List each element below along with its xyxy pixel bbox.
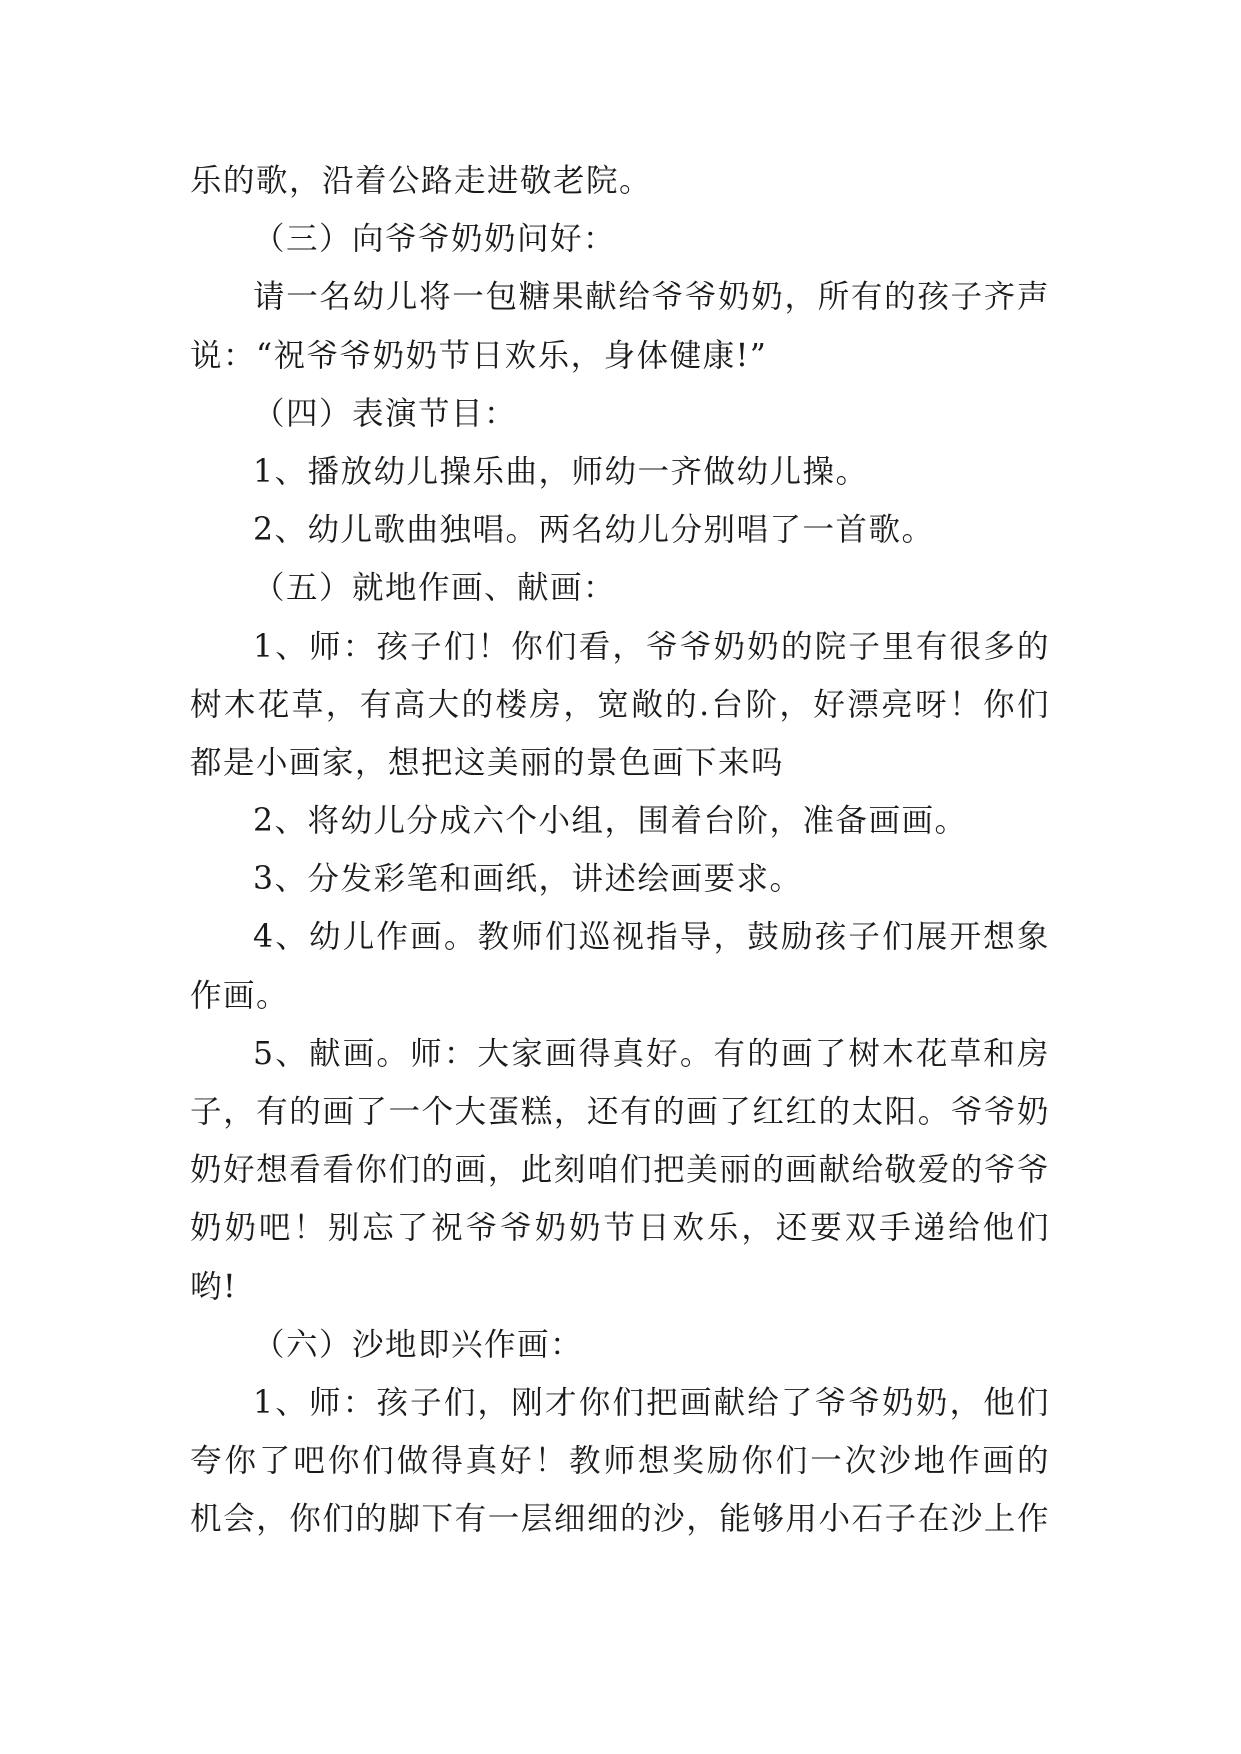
- document-body: [190, 152, 1050, 1549]
- paragraph-line: 作画。: [190, 977, 290, 1014]
- paragraph-line: 奶奶吧！别忘了祝爷爷奶奶节日欢乐，还要双手递给他们: [190, 1210, 1050, 1247]
- section-heading-4: （四）表演节目：: [253, 395, 518, 432]
- paragraph-line: 夸你了吧你们做得真好！教师想奖励你们一次沙地作画的: [190, 1443, 1050, 1480]
- paragraph-line: 都是小画家，想把这美丽的景色画下来吗: [190, 744, 785, 781]
- paragraph-line: 奶好想看看你们的画，此刻咱们把美丽的画献给敬爱的爷爷: [190, 1152, 1050, 1189]
- paragraph-line: 3、分发彩笔和画纸，讲述绘画要求。: [253, 861, 803, 898]
- section-heading-3: （三）向爷爷奶奶问好：: [253, 221, 617, 258]
- section-heading-5: （五）就地作画、献画：: [253, 570, 617, 607]
- paragraph-line: 1、师：孩子们！你们看，爷爷奶奶的院子里有很多的: [253, 628, 1050, 665]
- paragraph-line: 树木花草，有高大的楼房，宽敞的.台阶，好漂亮呀！你们: [190, 686, 1050, 723]
- paragraph-line: 2、将幼儿分成六个小组，围着台阶，准备画画。: [253, 803, 968, 840]
- paragraph-line: 机会，你们的脚下有一层细细的沙，能够用小石子在沙上作: [190, 1501, 1050, 1538]
- paragraph-line: 子，有的画了一个大蛋糕，还有的画了红红的太阳。爷爷奶: [190, 1094, 1050, 1130]
- paragraph-line: 乐的歌，沿着公路走进敬老院。: [190, 163, 653, 199]
- section-heading-6: （六）沙地即兴作画：: [253, 1326, 584, 1363]
- paragraph-line: 1、师：孩子们，刚才你们把画献给了爷爷奶奶，他们: [253, 1384, 1050, 1421]
- paragraph-line: 4、幼儿作画。教师们巡视指导，鼓励孩子们展开想象: [253, 919, 1050, 956]
- paragraph-line: 1、播放幼儿操乐曲，师幼一齐做幼儿操。: [253, 453, 869, 490]
- paragraph-line: 请一名幼儿将一包糖果献给爷爷奶奶，所有的孩子齐声: [253, 279, 1050, 316]
- paragraph-line: 5、献画。师：大家画得真好。有的画了树木花草和房: [253, 1035, 1050, 1072]
- paragraph-line: 哟!: [190, 1268, 238, 1305]
- paragraph-line: 说：“祝爷爷奶奶节日欢乐，身体健康!”: [190, 337, 768, 374]
- paragraph-line: 2、幼儿歌曲独唱。两名幼儿分别唱了一首歌。: [253, 512, 935, 549]
